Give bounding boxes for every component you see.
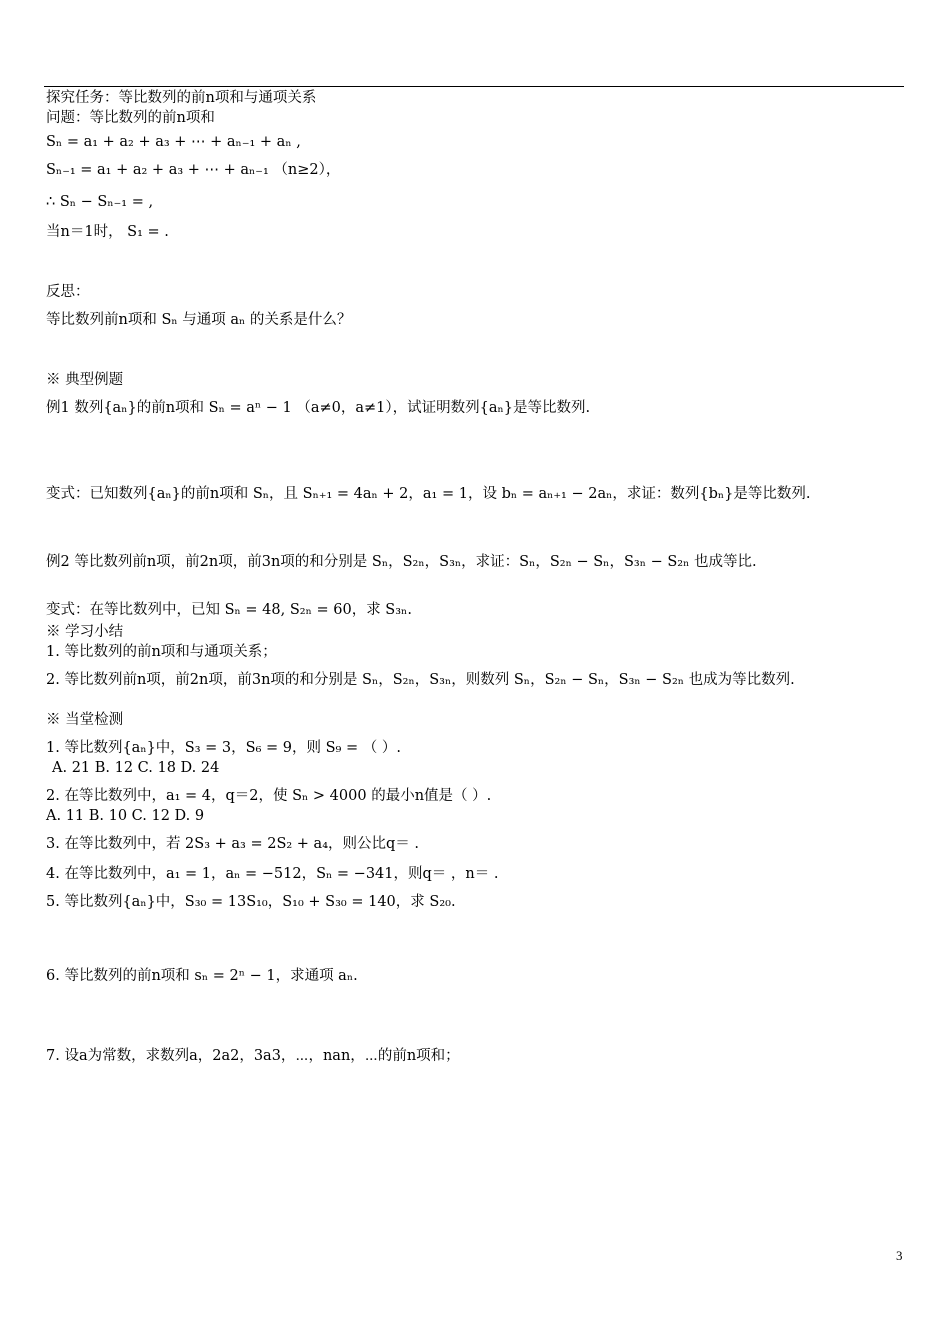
variation-2: 变式：在等比数列中，已知 Sₙ = 48, S₂ₙ = 60，求 S₃ₙ. — [46, 602, 412, 618]
example-2: 例2 等比数列前n项，前2n项，前3n项的和分别是 Sₙ，S₂ₙ，S₃ₙ，求证：Sₙ，S₂ₙ − Sₙ，S₃ₙ − S₂ₙ 也成等比. — [46, 554, 757, 570]
header-rule — [44, 86, 904, 87]
equation-difference: ∴ Sₙ − Sₙ₋₁ = , — [46, 194, 154, 210]
variation-1: 变式：已知数列{aₙ}的前n项和 Sₙ，且 Sₙ₊₁ = 4aₙ + 2，a₁ = 1，设 bₙ = aₙ₊₁ − 2aₙ，求证：数列{bₙ}是等比数列. — [46, 486, 811, 502]
summary-item-2: 2. 等比数列前n项，前2n项，前3n项的和分别是 Sₙ，S₂ₙ，S₃ₙ，则数列 Sₙ，S₂ₙ − Sₙ，S₃ₙ − S₂ₙ 也成为等比数列. — [46, 672, 795, 688]
examples-header: ※ 典型例题 — [46, 372, 124, 388]
check-question-6: 6. 等比数列的前n项和 sₙ = 2ⁿ − 1，求通项 aₙ. — [46, 968, 358, 984]
equation-s1: 当n＝1时， S₁ = . — [46, 224, 169, 240]
page-number: 3 — [896, 1248, 903, 1263]
equation-sn: Sₙ = a₁ + a₂ + a₃ + ⋯ + aₙ₋₁ + aₙ , — [46, 134, 301, 150]
check-question-5: 5. 等比数列{aₙ}中，S₃₀ = 13S₁₀，S₁₀ + S₃₀ = 140，求 S₂₀. — [46, 894, 456, 910]
check-question-2-options: A. 11 B. 10 C. 12 D. 9 — [46, 808, 205, 824]
check-question-1-options: A. 21 B. 12 C. 18 D. 24 — [52, 760, 220, 776]
summary-item-1: 1. 等比数列的前n项和与通项关系； — [46, 644, 277, 660]
reflection-label: 反思： — [46, 284, 90, 300]
equation-sn-minus-1: Sₙ₋₁ = a₁ + a₂ + a₃ + ⋯ + aₙ₋₁ （n≥2）， — [46, 162, 341, 178]
check-question-1: 1. 等比数列{aₙ}中，S₃ = 3，S₆ = 9，则 S₉ = （ ）. — [46, 740, 401, 756]
example-1: 例1 数列{aₙ}的前n项和 Sₙ = aⁿ − 1 （a≠0，a≠1），试证明数列{aₙ}是等比数列. — [46, 400, 591, 416]
check-question-7: 7. 设a为常数，求数列a，2a2，3a3，⋯，nan，⋯的前n项和； — [46, 1048, 460, 1064]
section-title: 探究任务：等比数列的前n项和与通项关系 — [46, 90, 317, 106]
check-header: ※ 当堂检测 — [46, 712, 124, 728]
check-question-3: 3. 在等比数列中，若 2S₃ + a₃ = 2S₂ + a₄，则公比q＝ . — [46, 836, 420, 852]
summary-header: ※ 学习小结 — [46, 624, 124, 640]
question-label: 问题：等比数列的前n项和 — [46, 110, 215, 126]
check-question-2: 2. 在等比数列中，a₁ = 4，q＝2，使 Sₙ > 4000 的最小n值是（ ）. — [46, 788, 492, 804]
check-question-4: 4. 在等比数列中，a₁ = 1，aₙ = −512，Sₙ = −341，则q＝ ，n＝ . — [46, 866, 499, 882]
reflection-question: 等比数列前n项和 Sₙ 与通项 aₙ 的关系是什么？ — [46, 312, 352, 328]
